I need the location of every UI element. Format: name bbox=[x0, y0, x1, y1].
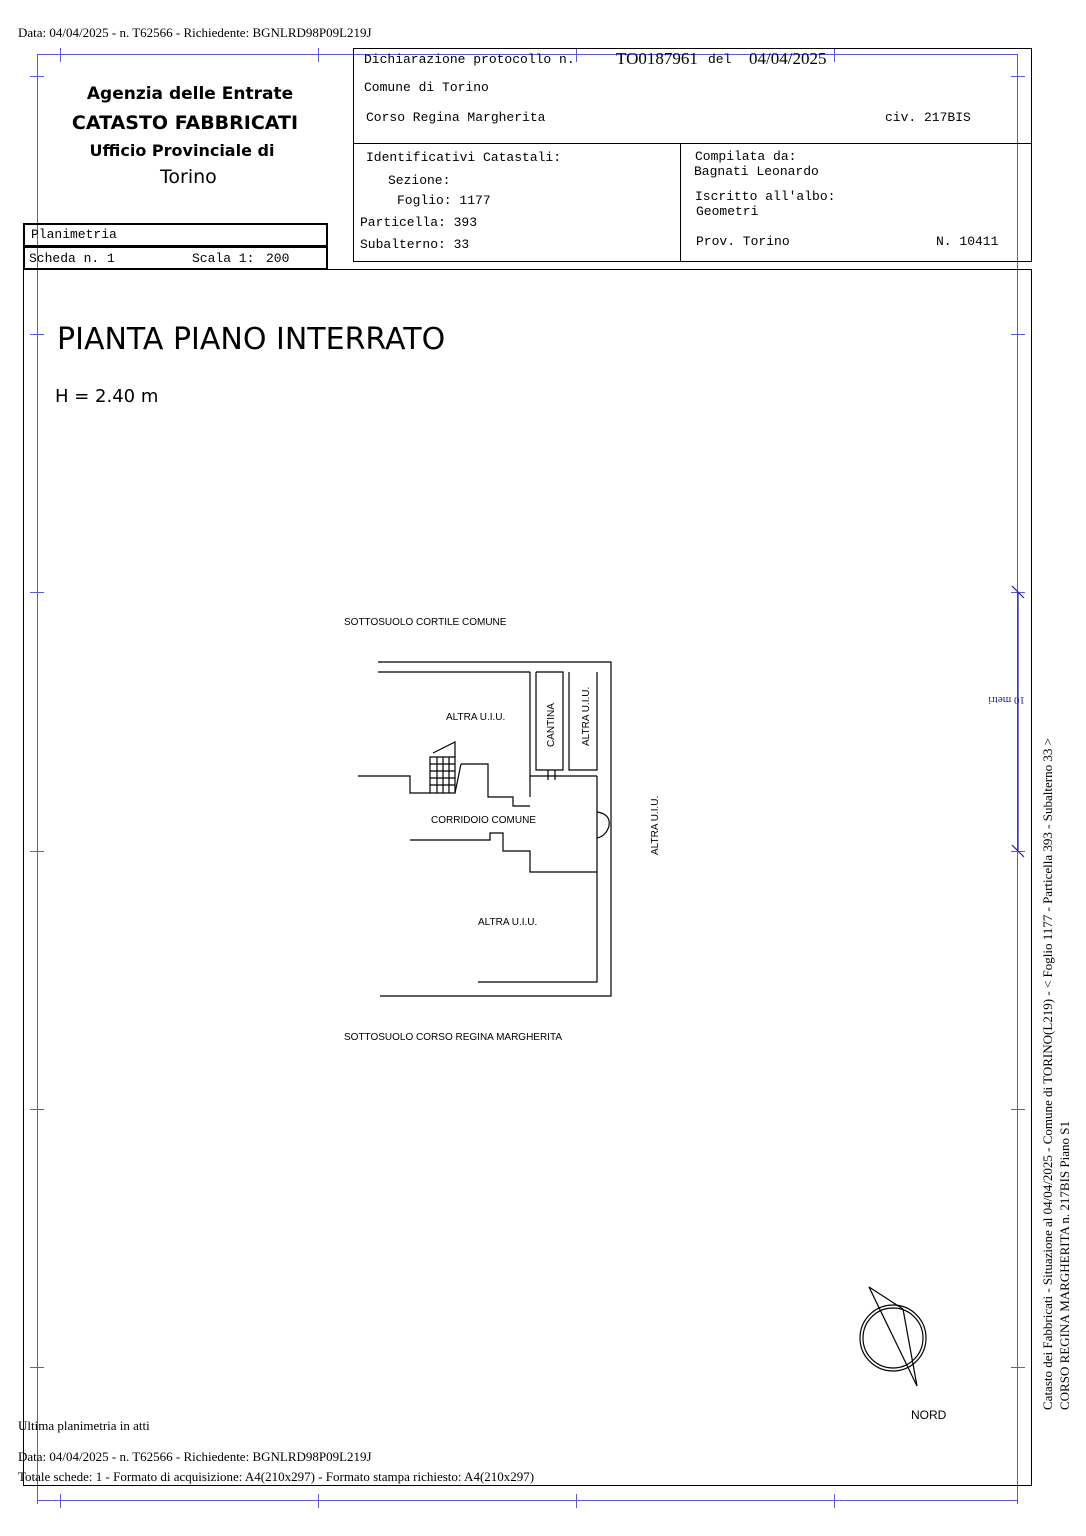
protocol-label: Dichiarazione protocollo n. bbox=[364, 52, 575, 67]
albo-label: Iscritto all'albo: bbox=[695, 189, 836, 204]
scale-bar bbox=[1012, 586, 1024, 857]
agency-name: Agenzia delle Entrate bbox=[86, 84, 294, 104]
albo-number: N. 10411 bbox=[936, 234, 999, 249]
footer-data-line: Data: 04/04/2025 - n. T62566 - Richiedente: BGNLRD98P09L219J bbox=[18, 1449, 372, 1464]
planimetria-label: Planimetria bbox=[31, 227, 117, 242]
label-corridoio: CORRIDOIO COMUNE bbox=[431, 815, 536, 826]
ufficio-label: Ufficio Provinciale di bbox=[89, 141, 275, 160]
compiler-name: Bagnati Leonardo bbox=[694, 164, 819, 179]
label-altra-uiu-4: ALTRA U.I.U. bbox=[478, 917, 538, 928]
label-cantina: CANTINA bbox=[546, 703, 557, 747]
footer-totals: Totale schede: 1 - Formato di acquisizione: A4(210x297) - Formato stampa richiesto: A4(210x297) bbox=[18, 1469, 535, 1484]
comune: Comune di Torino bbox=[364, 80, 489, 95]
sezione: Sezione: bbox=[388, 173, 451, 188]
label-altra-uiu-2: ALTRA U.I.U. bbox=[581, 686, 592, 746]
compiler-label: Compilata da: bbox=[695, 149, 797, 164]
subalterno: Subalterno: 33 bbox=[360, 237, 470, 252]
ufficio-city: Torino bbox=[160, 166, 217, 188]
protocol-number: TO0187961 bbox=[616, 49, 698, 68]
foglio: Foglio: 1177 bbox=[397, 193, 491, 208]
province: Prov. Torino bbox=[696, 234, 790, 249]
address: Corso Regina Margherita bbox=[366, 110, 546, 125]
label-altra-uiu-3: ALTRA U.I.U. bbox=[650, 795, 661, 855]
last-plan-note: Ultima planimetria in atti bbox=[18, 1418, 150, 1433]
side-text-line2: CORSO REGINA MARGHERITA n. 217BIS Piano S1 bbox=[1057, 1121, 1072, 1410]
scala-value: 200 bbox=[266, 251, 290, 266]
protocol-date: 04/04/2025 bbox=[749, 49, 827, 68]
header-line: Data: 04/04/2025 - n. T62566 - Richiedente: BGNLRD98P09L219J bbox=[18, 25, 372, 40]
scheda-label: Scheda n. 1 bbox=[29, 251, 115, 266]
label-nord: NORD bbox=[911, 1408, 947, 1422]
label-top: SOTTOSUOLO CORTILE COMUNE bbox=[344, 617, 507, 628]
plan-title: PIANTA PIANO INTERRATO bbox=[57, 322, 446, 357]
plan-height: H = 2.40 m bbox=[55, 386, 159, 407]
civic-number: civ. 217BIS bbox=[885, 110, 971, 125]
albo-value: Geometri bbox=[696, 204, 759, 219]
protocol-del: del bbox=[708, 52, 732, 67]
scale-bar-label: 10 metri bbox=[988, 694, 1025, 706]
label-altra-uiu-1: ALTRA U.I.U. bbox=[446, 712, 506, 723]
label-bottom: SOTTOSUOLO CORSO REGINA MARGHERITA bbox=[344, 1032, 562, 1043]
scala-label: Scala 1: bbox=[192, 251, 255, 266]
catasto-title: CATASTO FABBRICATI bbox=[71, 112, 299, 134]
side-text-line1: Catasto dei Fabbricati - Situazione al 04/04/2025 - Comune di TORINO(L219) - < Foglio 1177 - Particella 393 - Subalterno 33 > bbox=[1040, 738, 1055, 1410]
identifiers-title: Identificativi Catastali: bbox=[366, 150, 562, 165]
particella: Particella: 393 bbox=[360, 215, 478, 230]
